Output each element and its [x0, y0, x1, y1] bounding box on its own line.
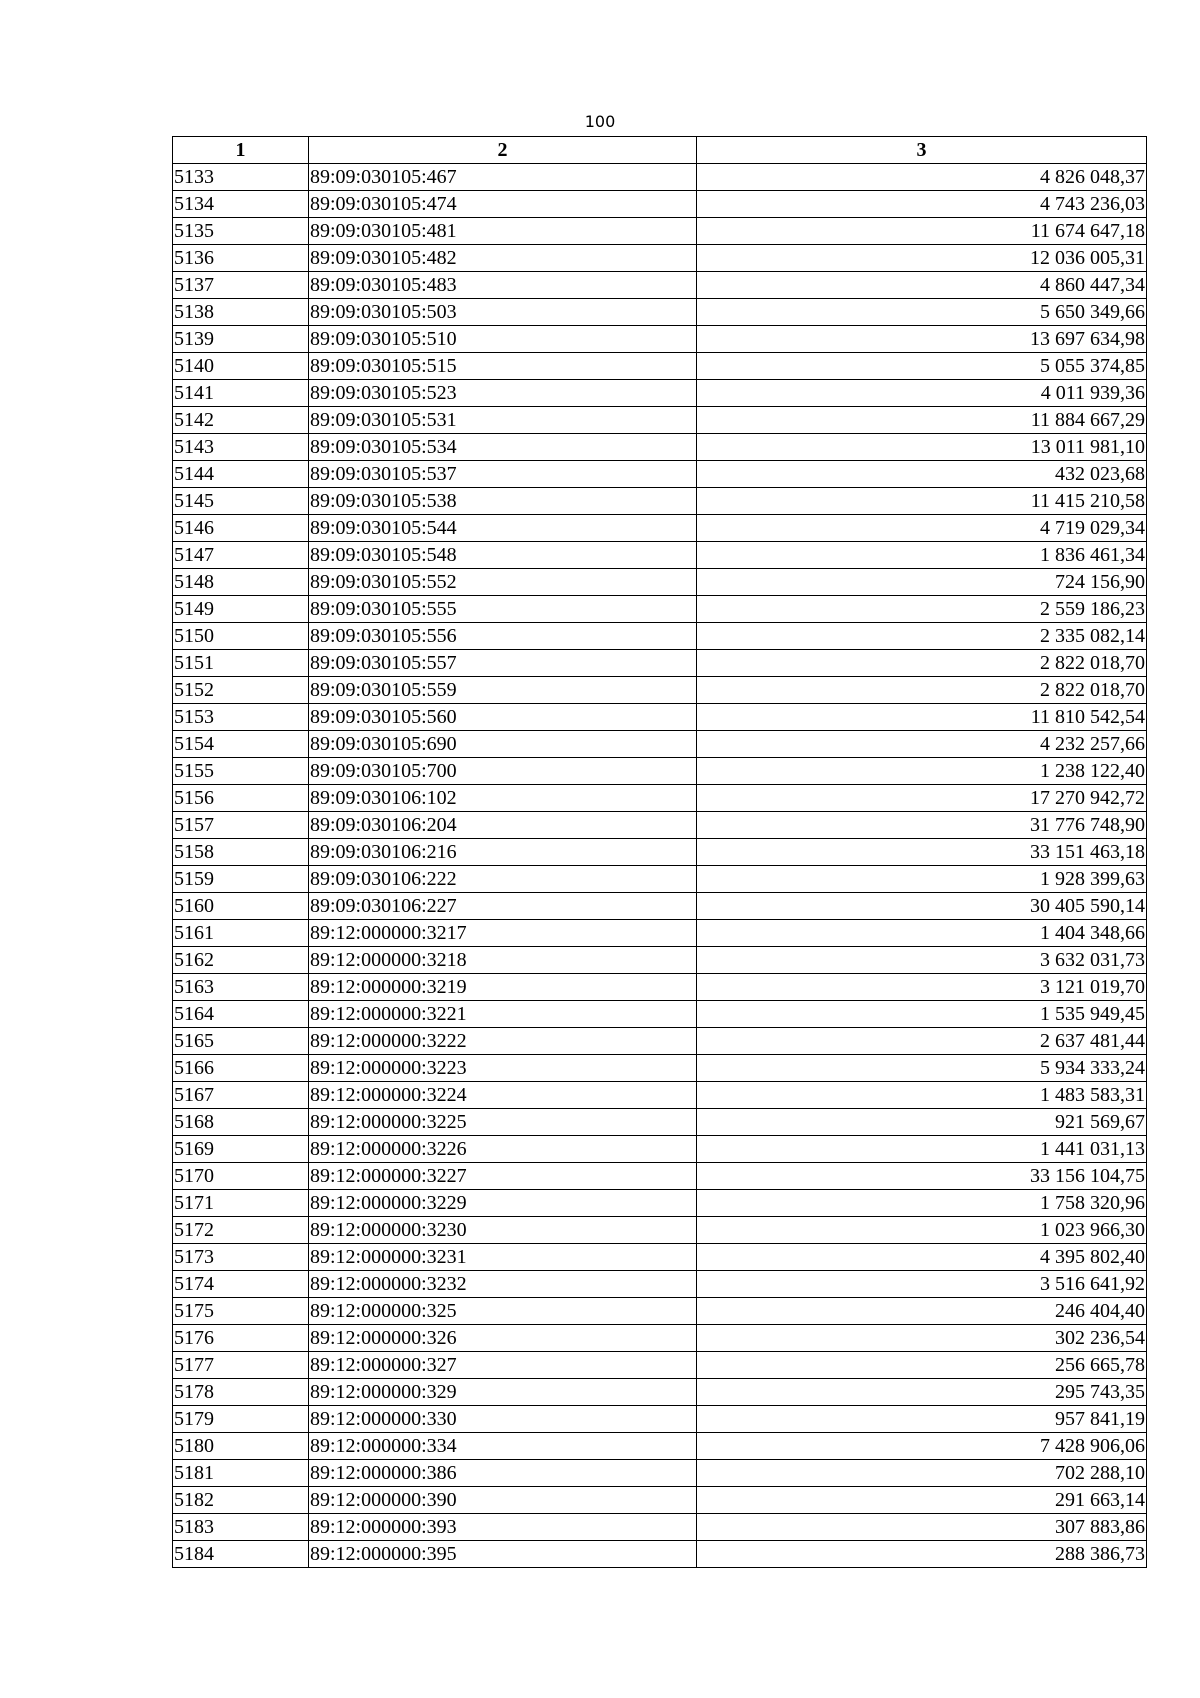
row-number-cell: 5135 [173, 218, 309, 245]
table-row [173, 1325, 1147, 1352]
table-row [173, 1406, 1147, 1433]
cadastral-number-cell: 89:09:030106:216 [309, 839, 697, 866]
cadastral-number-cell: 89:12:000000:3226 [309, 1136, 697, 1163]
table-row [173, 542, 1147, 569]
value-cell: 4 232 257,66 [697, 731, 1147, 758]
value-cell: 302 236,54 [697, 1325, 1147, 1352]
table-row [173, 326, 1147, 353]
cadastral-number-cell: 89:09:030105:538 [309, 488, 697, 515]
row-number-cell: 5176 [173, 1325, 309, 1352]
row-number-cell: 5151 [173, 650, 309, 677]
table-row [173, 974, 1147, 1001]
row-number-cell: 5173 [173, 1244, 309, 1271]
value-cell: 2 559 186,23 [697, 596, 1147, 623]
table-row [173, 1001, 1147, 1028]
row-number-cell: 5138 [173, 299, 309, 326]
value-cell: 1 023 966,30 [697, 1217, 1147, 1244]
row-number-cell: 5152 [173, 677, 309, 704]
table-row [173, 461, 1147, 488]
cadastral-number-cell: 89:09:030105:560 [309, 704, 697, 731]
row-number-cell: 5161 [173, 920, 309, 947]
row-number-cell: 5163 [173, 974, 309, 1001]
table-row [173, 596, 1147, 623]
value-cell: 4 860 447,34 [697, 272, 1147, 299]
value-cell: 30 405 590,14 [697, 893, 1147, 920]
cadastral-number-cell: 89:12:000000:327 [309, 1352, 697, 1379]
row-number-cell: 5142 [173, 407, 309, 434]
cadastral-number-cell: 89:09:030105:515 [309, 353, 697, 380]
row-number-cell: 5139 [173, 326, 309, 353]
row-number-cell: 5164 [173, 1001, 309, 1028]
cadastral-number-cell: 89:12:000000:3222 [309, 1028, 697, 1055]
value-cell: 957 841,19 [697, 1406, 1147, 1433]
value-cell: 1 758 320,96 [697, 1190, 1147, 1217]
table-row [173, 1217, 1147, 1244]
table-body [173, 164, 1147, 1568]
row-number-cell: 5181 [173, 1460, 309, 1487]
cadastral-number-cell: 89:12:000000:334 [309, 1433, 697, 1460]
table-row [173, 191, 1147, 218]
table-row [173, 677, 1147, 704]
cadastral-number-cell: 89:09:030105:700 [309, 758, 697, 785]
cadastral-number-cell: 89:12:000000:3218 [309, 947, 697, 974]
value-cell: 4 743 236,03 [697, 191, 1147, 218]
value-cell: 4 719 029,34 [697, 515, 1147, 542]
table-row [173, 1487, 1147, 1514]
cadastral-number-cell: 89:09:030105:544 [309, 515, 697, 542]
cadastral-number-cell: 89:12:000000:3225 [309, 1109, 697, 1136]
row-number-cell: 5136 [173, 245, 309, 272]
row-number-cell: 5162 [173, 947, 309, 974]
value-cell: 2 822 018,70 [697, 677, 1147, 704]
row-number-cell: 5167 [173, 1082, 309, 1109]
value-cell: 1 404 348,66 [697, 920, 1147, 947]
value-cell: 31 776 748,90 [697, 812, 1147, 839]
table-row [173, 1379, 1147, 1406]
cadastral-number-cell: 89:09:030105:531 [309, 407, 697, 434]
cadastral-number-cell: 89:09:030105:534 [309, 434, 697, 461]
cadastral-number-cell: 89:12:000000:330 [309, 1406, 697, 1433]
row-number-cell: 5183 [173, 1514, 309, 1541]
value-cell: 13 011 981,10 [697, 434, 1147, 461]
table-row [173, 1055, 1147, 1082]
cadastral-number-cell: 89:09:030105:557 [309, 650, 697, 677]
row-number-cell: 5177 [173, 1352, 309, 1379]
row-number-cell: 5155 [173, 758, 309, 785]
value-cell: 12 036 005,31 [697, 245, 1147, 272]
table-row [173, 1298, 1147, 1325]
row-number-cell: 5148 [173, 569, 309, 596]
table-row [173, 407, 1147, 434]
cadastral-number-cell: 89:09:030105:482 [309, 245, 697, 272]
table-row [173, 1541, 1147, 1568]
row-number-cell: 5172 [173, 1217, 309, 1244]
page-number: 100 [584, 112, 616, 131]
row-number-cell: 5133 [173, 164, 309, 191]
table-row [173, 812, 1147, 839]
value-cell: 5 934 333,24 [697, 1055, 1147, 1082]
row-number-cell: 5184 [173, 1541, 309, 1568]
row-number-cell: 5178 [173, 1379, 309, 1406]
row-number-cell: 5143 [173, 434, 309, 461]
table-row [173, 1271, 1147, 1298]
registry-table [172, 136, 1147, 1568]
row-number-cell: 5146 [173, 515, 309, 542]
table-row [173, 380, 1147, 407]
table-row [173, 731, 1147, 758]
table-row [173, 515, 1147, 542]
table-row [173, 353, 1147, 380]
cadastral-number-cell: 89:09:030106:227 [309, 893, 697, 920]
column-header-1: 1 [173, 137, 309, 164]
value-cell: 256 665,78 [697, 1352, 1147, 1379]
table-row [173, 569, 1147, 596]
cadastral-number-cell: 89:12:000000:3227 [309, 1163, 697, 1190]
cadastral-number-cell: 89:12:000000:325 [309, 1298, 697, 1325]
table-row [173, 758, 1147, 785]
cadastral-number-cell: 89:09:030105:548 [309, 542, 697, 569]
cadastral-number-cell: 89:09:030105:523 [309, 380, 697, 407]
row-number-cell: 5153 [173, 704, 309, 731]
table-row [173, 785, 1147, 812]
cadastral-number-cell: 89:09:030105:559 [309, 677, 697, 704]
table-row [173, 1109, 1147, 1136]
row-number-cell: 5157 [173, 812, 309, 839]
cadastral-number-cell: 89:12:000000:395 [309, 1541, 697, 1568]
cadastral-number-cell: 89:12:000000:3229 [309, 1190, 697, 1217]
cadastral-number-cell: 89:12:000000:386 [309, 1460, 697, 1487]
cadastral-number-cell: 89:09:030105:556 [309, 623, 697, 650]
cadastral-number-cell: 89:09:030105:474 [309, 191, 697, 218]
table-row [173, 839, 1147, 866]
cadastral-number-cell: 89:09:030106:222 [309, 866, 697, 893]
value-cell: 3 632 031,73 [697, 947, 1147, 974]
value-cell: 17 270 942,72 [697, 785, 1147, 812]
cadastral-number-cell: 89:12:000000:3217 [309, 920, 697, 947]
row-number-cell: 5137 [173, 272, 309, 299]
value-cell: 724 156,90 [697, 569, 1147, 596]
value-cell: 291 663,14 [697, 1487, 1147, 1514]
row-number-cell: 5180 [173, 1433, 309, 1460]
value-cell: 1 928 399,63 [697, 866, 1147, 893]
row-number-cell: 5158 [173, 839, 309, 866]
value-cell: 1 535 949,45 [697, 1001, 1147, 1028]
cadastral-number-cell: 89:09:030105:510 [309, 326, 697, 353]
table-row [173, 272, 1147, 299]
table-row [173, 623, 1147, 650]
value-cell: 7 428 906,06 [697, 1433, 1147, 1460]
cadastral-number-cell: 89:12:000000:3224 [309, 1082, 697, 1109]
row-number-cell: 5141 [173, 380, 309, 407]
table-header [173, 137, 1147, 164]
column-header-3: 3 [697, 137, 1147, 164]
value-cell: 4 395 802,40 [697, 1244, 1147, 1271]
value-cell: 288 386,73 [697, 1541, 1147, 1568]
value-cell: 2 822 018,70 [697, 650, 1147, 677]
row-number-cell: 5175 [173, 1298, 309, 1325]
row-number-cell: 5156 [173, 785, 309, 812]
cadastral-number-cell: 89:12:000000:3219 [309, 974, 697, 1001]
value-cell: 11 674 647,18 [697, 218, 1147, 245]
table-row [173, 1082, 1147, 1109]
value-cell: 3 516 641,92 [697, 1271, 1147, 1298]
cadastral-number-cell: 89:12:000000:393 [309, 1514, 697, 1541]
value-cell: 3 121 019,70 [697, 974, 1147, 1001]
row-number-cell: 5179 [173, 1406, 309, 1433]
row-number-cell: 5169 [173, 1136, 309, 1163]
cadastral-number-cell: 89:09:030106:204 [309, 812, 697, 839]
value-cell: 11 415 210,58 [697, 488, 1147, 515]
table-row [173, 650, 1147, 677]
value-cell: 11 884 667,29 [697, 407, 1147, 434]
row-number-cell: 5149 [173, 596, 309, 623]
value-cell: 5 650 349,66 [697, 299, 1147, 326]
value-cell: 432 023,68 [697, 461, 1147, 488]
table-row [173, 1433, 1147, 1460]
row-number-cell: 5170 [173, 1163, 309, 1190]
cadastral-number-cell: 89:12:000000:3231 [309, 1244, 697, 1271]
value-cell: 4 011 939,36 [697, 380, 1147, 407]
row-number-cell: 5159 [173, 866, 309, 893]
table-row [173, 947, 1147, 974]
value-cell: 921 569,67 [697, 1109, 1147, 1136]
row-number-cell: 5166 [173, 1055, 309, 1082]
row-number-cell: 5160 [173, 893, 309, 920]
value-cell: 307 883,86 [697, 1514, 1147, 1541]
row-number-cell: 5147 [173, 542, 309, 569]
value-cell: 246 404,40 [697, 1298, 1147, 1325]
row-number-cell: 5150 [173, 623, 309, 650]
table-row [173, 1163, 1147, 1190]
value-cell: 1 483 583,31 [697, 1082, 1147, 1109]
table-row [173, 893, 1147, 920]
cadastral-number-cell: 89:12:000000:3221 [309, 1001, 697, 1028]
row-number-cell: 5165 [173, 1028, 309, 1055]
cadastral-number-cell: 89:12:000000:3232 [309, 1271, 697, 1298]
table-row [173, 1514, 1147, 1541]
value-cell: 702 288,10 [697, 1460, 1147, 1487]
value-cell: 2 335 082,14 [697, 623, 1147, 650]
value-cell: 4 826 048,37 [697, 164, 1147, 191]
column-header-2: 2 [309, 137, 697, 164]
table-row [173, 704, 1147, 731]
row-number-cell: 5140 [173, 353, 309, 380]
table-row [173, 1028, 1147, 1055]
cadastral-number-cell: 89:12:000000:329 [309, 1379, 697, 1406]
cadastral-number-cell: 89:09:030105:555 [309, 596, 697, 623]
row-number-cell: 5154 [173, 731, 309, 758]
cadastral-number-cell: 89:09:030105:690 [309, 731, 697, 758]
header-row [173, 137, 1147, 164]
table-row [173, 866, 1147, 893]
row-number-cell: 5145 [173, 488, 309, 515]
cadastral-number-cell: 89:09:030105:537 [309, 461, 697, 488]
cadastral-number-cell: 89:09:030105:503 [309, 299, 697, 326]
value-cell: 2 637 481,44 [697, 1028, 1147, 1055]
table-row [173, 434, 1147, 461]
cadastral-number-cell: 89:09:030105:481 [309, 218, 697, 245]
value-cell: 13 697 634,98 [697, 326, 1147, 353]
table-row [173, 1352, 1147, 1379]
value-cell: 295 743,35 [697, 1379, 1147, 1406]
row-number-cell: 5134 [173, 191, 309, 218]
cadastral-number-cell: 89:12:000000:3223 [309, 1055, 697, 1082]
value-cell: 1 441 031,13 [697, 1136, 1147, 1163]
cadastral-number-cell: 89:12:000000:326 [309, 1325, 697, 1352]
cadastral-number-cell: 89:09:030105:552 [309, 569, 697, 596]
table-row [173, 218, 1147, 245]
cadastral-number-cell: 89:12:000000:3230 [309, 1217, 697, 1244]
cadastral-number-cell: 89:09:030105:483 [309, 272, 697, 299]
value-cell: 11 810 542,54 [697, 704, 1147, 731]
row-number-cell: 5174 [173, 1271, 309, 1298]
cadastral-number-cell: 89:09:030106:102 [309, 785, 697, 812]
table-row [173, 164, 1147, 191]
table-row [173, 299, 1147, 326]
value-cell: 1 836 461,34 [697, 542, 1147, 569]
row-number-cell: 5168 [173, 1109, 309, 1136]
cadastral-number-cell: 89:12:000000:390 [309, 1487, 697, 1514]
table-row [173, 920, 1147, 947]
value-cell: 5 055 374,85 [697, 353, 1147, 380]
value-cell: 33 151 463,18 [697, 839, 1147, 866]
table-row [173, 1460, 1147, 1487]
row-number-cell: 5171 [173, 1190, 309, 1217]
value-cell: 33 156 104,75 [697, 1163, 1147, 1190]
table-row [173, 1136, 1147, 1163]
table-row [173, 1244, 1147, 1271]
row-number-cell: 5144 [173, 461, 309, 488]
table-row [173, 488, 1147, 515]
table-row [173, 1190, 1147, 1217]
table-row [173, 245, 1147, 272]
cadastral-number-cell: 89:09:030105:467 [309, 164, 697, 191]
value-cell: 1 238 122,40 [697, 758, 1147, 785]
row-number-cell: 5182 [173, 1487, 309, 1514]
